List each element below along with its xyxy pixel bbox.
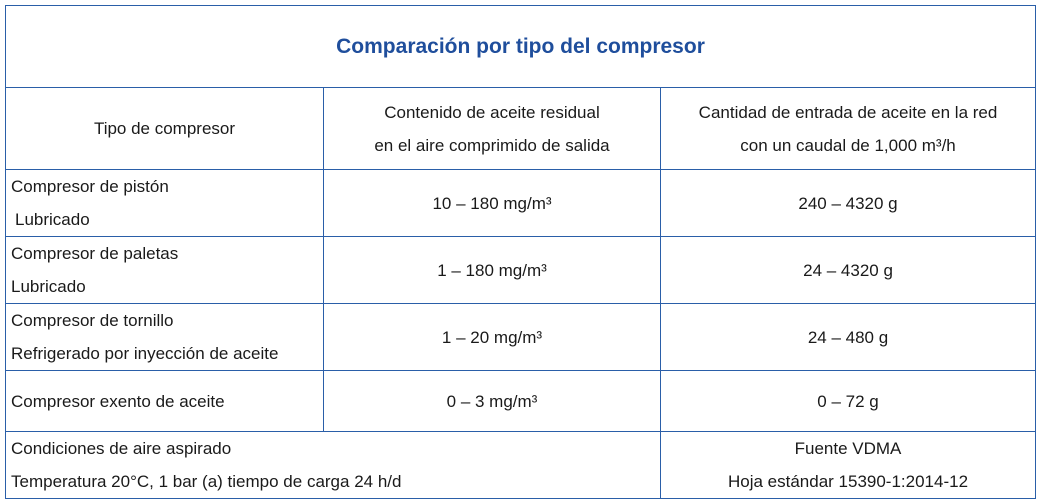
footer-row (6, 432, 1036, 499)
table-row (6, 371, 1036, 432)
header-residual-oil (324, 88, 661, 170)
header-network-oil (661, 88, 1036, 170)
residual-oil-value: 0 – 3 mg/m³ (324, 371, 661, 432)
header-residual-oil-line1: Contenido de aceite residual (384, 102, 600, 122)
intake-conditions-cell (6, 432, 661, 499)
source-standard: Hoja estándar 15390-1:2014-12 (727, 472, 969, 491)
network-oil-value: 0 – 72 g (661, 371, 1036, 432)
header-network-oil-line1: Cantidad de entrada de aceite en la red (698, 102, 998, 122)
header-network-oil-line2: con un caudal de 1,000 m³/h (740, 135, 956, 155)
source-cell (661, 432, 1036, 499)
compressor-type-name: Compresor exento de aceite (11, 391, 225, 411)
compressor-type-name: Compresor de paletas (11, 244, 179, 263)
compressor-type-detail: Lubricado (15, 210, 90, 229)
intake-conditions-detail: Temperatura 20°C, 1 bar (a) tiempo de carga 24 h/d (11, 472, 402, 491)
residual-oil-value: 1 – 180 mg/m³ (324, 237, 661, 304)
network-oil-value: 24 – 4320 g (661, 237, 1036, 304)
compressor-type-name: Compresor de tornillo (11, 311, 174, 330)
network-oil-value: 24 – 480 g (661, 304, 1036, 371)
residual-oil-value: 1 – 20 mg/m³ (324, 304, 661, 371)
table-row (6, 304, 1036, 371)
compressor-type-detail: Lubricado (11, 277, 86, 296)
compressor-type-cell (6, 371, 324, 432)
network-oil-value: 240 – 4320 g (661, 170, 1036, 237)
header-compressor-type: Tipo de compresor (6, 88, 324, 170)
table-row (6, 170, 1036, 237)
table-row (6, 237, 1036, 304)
compressor-comparison-table (5, 5, 1036, 499)
title-row (6, 6, 1036, 88)
comparison-table-container (5, 5, 1036, 499)
compressor-type-cell (6, 170, 324, 237)
source-title: Fuente VDMA (794, 439, 902, 458)
intake-conditions-title: Condiciones de aire aspirado (11, 439, 232, 458)
compressor-type-name: Compresor de pistón (11, 177, 169, 196)
header-row (6, 88, 1036, 170)
table-title: Comparación por tipo del compresor (6, 6, 1036, 88)
compressor-type-detail: Refrigerado por inyección de aceite (11, 344, 279, 363)
compressor-type-cell (6, 304, 324, 371)
residual-oil-value: 10 – 180 mg/m³ (324, 170, 661, 237)
compressor-type-cell (6, 237, 324, 304)
header-residual-oil-line2: en el aire comprimido de salida (374, 135, 610, 155)
